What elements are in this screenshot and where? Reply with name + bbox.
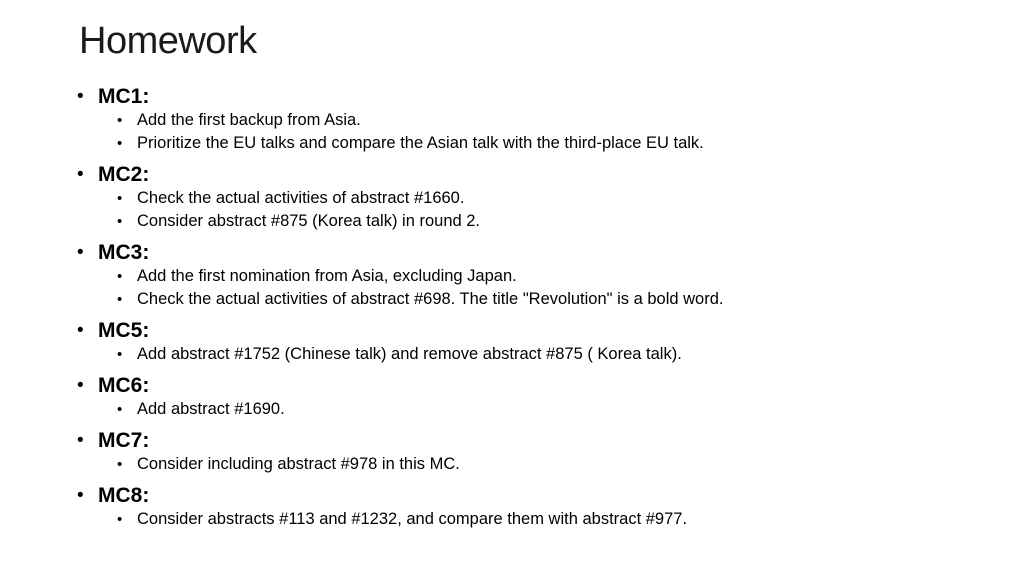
bullet-icon: • bbox=[117, 346, 123, 363]
bullet-icon: • bbox=[117, 456, 123, 473]
bullet-icon: • bbox=[117, 268, 123, 285]
bullet-icon: • bbox=[77, 485, 84, 506]
section-heading bbox=[77, 318, 977, 343]
section-heading-label: MC8: bbox=[98, 484, 150, 507]
bullet-icon: • bbox=[117, 401, 123, 418]
list-item-text: Add abstract #1752 (Chinese talk) and remove abstract #875 ( Korea talk). bbox=[137, 345, 682, 363]
bullet-icon: • bbox=[117, 511, 123, 528]
bullet-icon: • bbox=[77, 86, 84, 107]
bullet-icon: • bbox=[77, 242, 84, 263]
list-item bbox=[77, 132, 977, 155]
section-heading bbox=[77, 373, 977, 398]
section-mc2 bbox=[77, 162, 977, 233]
section-heading-label: MC5: bbox=[98, 319, 150, 342]
bullet-icon: • bbox=[117, 213, 123, 230]
bullet-icon: • bbox=[77, 320, 84, 341]
section-mc6 bbox=[77, 373, 977, 421]
bullet-icon: • bbox=[77, 375, 84, 396]
bullet-icon: • bbox=[77, 430, 84, 451]
section-mc7 bbox=[77, 428, 977, 476]
bullet-icon: • bbox=[117, 135, 123, 152]
list-item-text: Check the actual activities of abstract #698. The title "Revolution" is a bold word. bbox=[137, 290, 724, 308]
list-item-text: Consider abstract #875 (Korea talk) in round 2. bbox=[137, 212, 481, 230]
list-item-text: Add the first nomination from Asia, excluding Japan. bbox=[137, 267, 517, 285]
list-item-text: Add the first backup from Asia. bbox=[137, 111, 361, 129]
slide-title: Homework bbox=[79, 20, 257, 62]
list-item-text: Consider abstracts #113 and #1232, and compare them with abstract #977. bbox=[137, 510, 688, 528]
bullet-icon: • bbox=[77, 164, 84, 185]
bullet-list bbox=[77, 84, 977, 531]
bullet-icon: • bbox=[117, 291, 123, 308]
section-mc3 bbox=[77, 240, 977, 311]
list-item bbox=[77, 398, 977, 421]
list-item bbox=[77, 265, 977, 288]
section-mc8 bbox=[77, 483, 977, 531]
section-mc1 bbox=[77, 84, 977, 155]
section-heading-label: MC3: bbox=[98, 241, 150, 264]
list-item-text: Add abstract #1690. bbox=[137, 400, 285, 418]
section-heading-label: MC7: bbox=[98, 429, 150, 452]
list-item-text: Check the actual activities of abstract #1660. bbox=[137, 189, 465, 207]
section-heading-label: MC1: bbox=[98, 85, 150, 108]
bullet-icon: • bbox=[117, 112, 123, 129]
bullet-icon: • bbox=[117, 190, 123, 207]
list-item bbox=[77, 109, 977, 132]
section-heading bbox=[77, 240, 977, 265]
section-heading-label: MC2: bbox=[98, 163, 150, 186]
list-item-text: Prioritize the EU talks and compare the Asian talk with the third-place EU talk. bbox=[137, 134, 704, 152]
list-item bbox=[77, 210, 977, 233]
section-heading bbox=[77, 84, 977, 109]
list-item bbox=[77, 343, 977, 366]
section-heading bbox=[77, 483, 977, 508]
list-item bbox=[77, 288, 977, 311]
list-item bbox=[77, 187, 977, 210]
list-item bbox=[77, 453, 977, 476]
section-mc5 bbox=[77, 318, 977, 366]
section-heading bbox=[77, 428, 977, 453]
list-item bbox=[77, 508, 977, 531]
list-item-text: Consider including abstract #978 in this MC. bbox=[137, 455, 460, 473]
section-heading-label: MC6: bbox=[98, 374, 150, 397]
section-heading bbox=[77, 162, 977, 187]
